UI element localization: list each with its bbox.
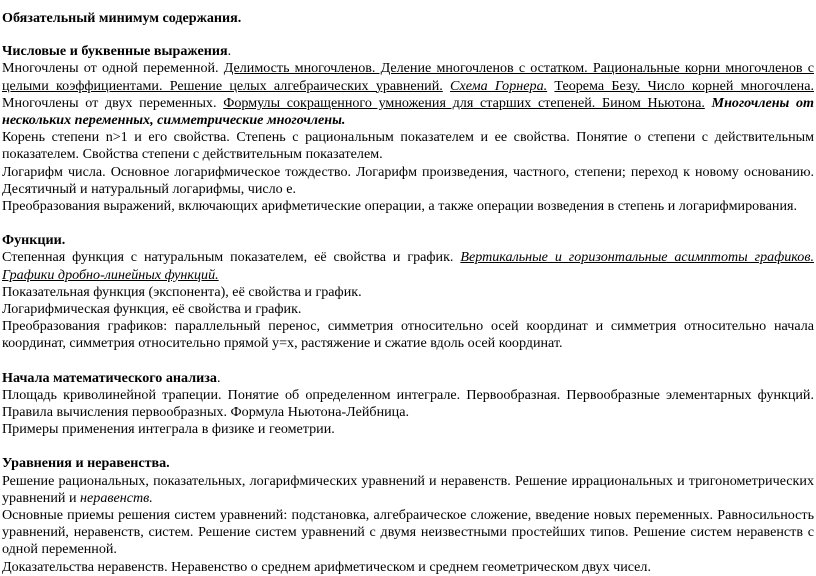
- paragraph-integral-examples: Примеры применения интеграла в физике и геометрии.: [2, 421, 335, 438]
- document-title: Обязательный минимум содержания.: [2, 10, 242, 26]
- section-heading: Функции.: [2, 232, 66, 249]
- section-heading-line: [2, 370, 814, 387]
- italic-text: неравенств.: [80, 489, 153, 506]
- section-equations: [2, 455, 814, 575]
- underlined-italic-text: Вертикальные и горизонтальные асимптоты графиков. Графики дробно-линейных функций.: [2, 249, 814, 283]
- section-numeric-expressions: [2, 43, 814, 215]
- section-heading-line: [2, 232, 814, 249]
- underlined-text: Теорема Безу. Число корней многочлена.: [554, 77, 814, 94]
- text-run: Многочлены от одной переменной.: [2, 60, 224, 77]
- paragraph-integral: Площадь криволинейной трапеции. Понятие об определенном интеграле. Первообразная. Первообразные элементарных функций. Правила вычисления первообразных. Формула Ньютона-Лейбница.: [2, 386, 814, 421]
- paragraph-logarithmic: Логарифмическая функция, её свойства и график.: [2, 301, 302, 318]
- section-heading-line: [2, 455, 814, 472]
- paragraph-power-function: [2, 249, 814, 283]
- text-run: Многочлены от двух переменных.: [2, 94, 224, 111]
- text-run: [443, 78, 450, 94]
- paragraph-graph-transformations: Преобразования графиков: параллельный перенос, симметрия относительно осей координат и симметрия относительно начала координат, симметрия относительно прямой у=х, растяжение и сжатие вдоль осей координат.: [2, 318, 814, 352]
- underlined-italic-text: Схема Горнера.: [450, 77, 548, 94]
- paragraph-transformations: Преобразования выражений, включающих арифметические операции, а также операции возведения в степень и логарифмирования.: [2, 198, 797, 215]
- bold-italic-text: Многочлены от нескольких переменных, симметрические многочлены.: [2, 94, 815, 129]
- text-run: Степенная функция с натуральным показателем, её свойства и график.: [2, 249, 461, 266]
- paragraph-roots: Корень степени n>1 и его свойства. Степень с рациональным показателем и ее свойства. Понятие о степени с действительным показателем. Свойства степени с действительным показателем.: [2, 129, 814, 163]
- paragraph-polynomials: [2, 60, 814, 129]
- section-heading: Начала математического анализа: [2, 369, 217, 386]
- paragraph-logarithm: Логарифм числа. Основное логарифмическое тождество. Логарифм произведения, частного, степени; переход к новому основанию. Десятичный и натуральный логарифмы, число е.: [2, 163, 814, 197]
- underlined-text: Делимость многочленов. Деление многочленов с остатком. Рациональные корни многочленов с целыми коэффициентами. Решение целых алгебраических уравнений.: [2, 60, 815, 94]
- section-functions: [2, 232, 814, 352]
- section-calculus: [2, 370, 814, 439]
- text-run: Решение рациональных, показательных, логарифмических уравнений и неравенств. Решение иррациональных и тригонометрических уравнений и: [2, 472, 814, 506]
- heading-period: .: [227, 43, 232, 60]
- section-heading-line: [2, 43, 814, 60]
- paragraph-inequality-proofs: Доказательства неравенств. Неравенство о среднем арифметическом и среднем геометрическом двух чисел.: [2, 558, 651, 575]
- paragraph-solving: [2, 473, 814, 507]
- heading-period: .: [216, 369, 221, 386]
- section-heading: Уравнения и неравенства.: [2, 455, 170, 472]
- paragraph-exponential: Показательная функция (экспонента), её свойства и график.: [2, 283, 362, 300]
- paragraph-systems: Основные приемы решения систем уравнений: подстановка, алгебраическое сложение, введение новых переменных. Равносильность уравнений, неравенств, систем. Решение систем уравнений с двумя неизвестными простейших типов. Решение систем неравенств с одной переменной.: [2, 507, 814, 558]
- underlined-text: Формулы сокращенного умножения для старших степеней. Бином Ньютона.: [223, 94, 705, 111]
- section-heading: Числовые и буквенные выражения: [2, 43, 228, 60]
- text-run: [705, 95, 712, 111]
